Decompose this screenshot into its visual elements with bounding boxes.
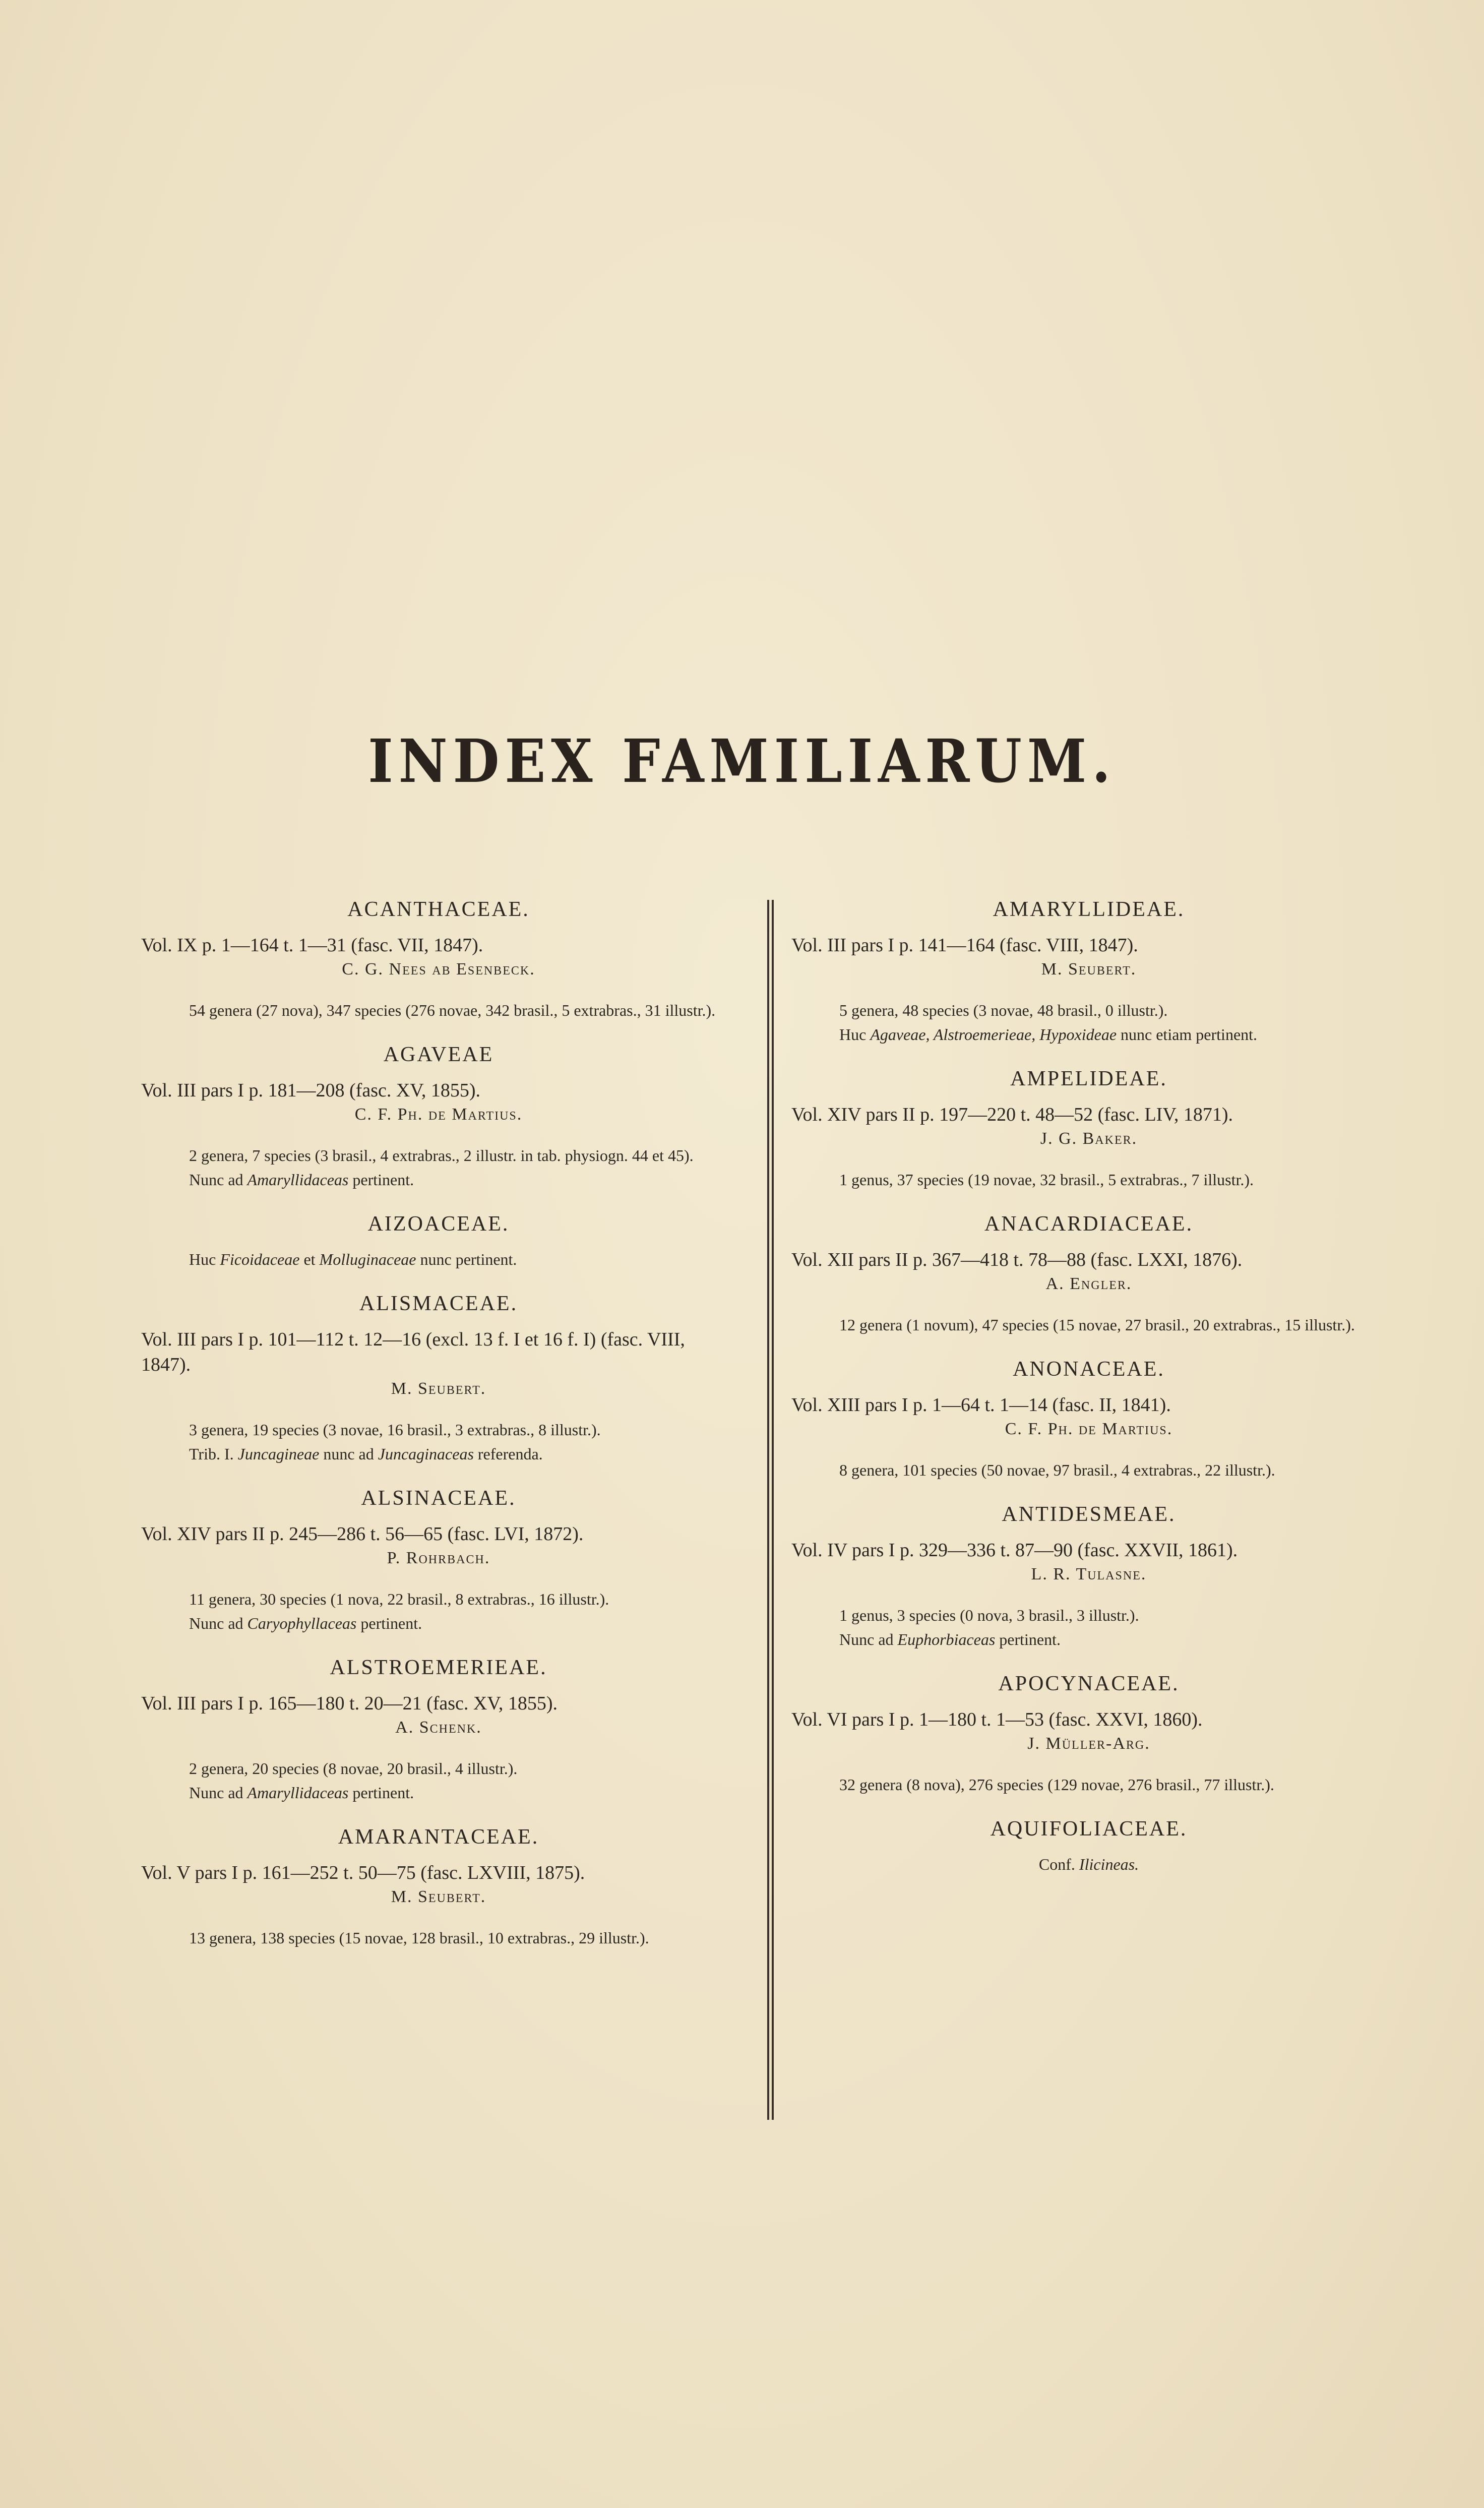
note-text: pertinent. xyxy=(360,1614,422,1632)
volume-reference: Vol. XIV pars II p. 245—286 t. 56—65 (fasc. LVI, 1872). xyxy=(141,1523,584,1545)
author-name: M. Seubert. xyxy=(391,1379,486,1398)
note-text: et xyxy=(303,1250,316,1268)
page-title: INDEX FAMILIARUM. xyxy=(368,726,1116,796)
family-name: AMARYLLIDEAE. xyxy=(993,898,1185,921)
entry-acanthaceae xyxy=(141,897,736,1022)
volume-reference: Vol. IX p. 1—164 t. 1—31 (fasc. VII, 1847). xyxy=(141,935,483,956)
note-taxon: Caryophyllaceas xyxy=(247,1614,357,1632)
right-column xyxy=(791,897,1386,1897)
entry-aquifoliaceae xyxy=(791,1817,1386,1876)
entry-ampelideae xyxy=(791,1067,1386,1192)
volume-reference: Vol. XIV pars II p. 197—220 t. 48—52 (fasc. LIV, 1871). xyxy=(791,1104,1233,1125)
entry-anacardiaceae xyxy=(791,1212,1386,1337)
family-note xyxy=(791,1852,1386,1876)
note-taxon: Agaveae, Alstroemerieae, Hypoxideae xyxy=(870,1025,1117,1044)
family-name: ACANTHACEAE. xyxy=(347,898,530,921)
note-text: Nunc ad xyxy=(839,1630,894,1648)
volume-reference: Vol. III pars I p. 165—180 t. 20—21 (fasc. XV, 1855). xyxy=(141,1693,558,1714)
note-text: pertinent. xyxy=(352,1784,414,1802)
volume-reference: Vol. VI pars I p. 1—180 t. 1—53 (fasc. XXVI, 1860). xyxy=(791,1709,1203,1730)
author-name: P. Rohrbach. xyxy=(387,1549,490,1567)
species-stats: 1 genus, 37 species (19 novae, 32 brasil., 5 extrabras., 7 illustr.). xyxy=(839,1171,1254,1189)
note-text: referenda. xyxy=(477,1445,543,1463)
species-stats: 11 genera, 30 species (1 nova, 22 brasil., 8 extrabras., 16 illustr.). xyxy=(189,1590,609,1608)
note-taxon: Ficoidaceae xyxy=(220,1250,300,1268)
family-note xyxy=(791,1022,1386,1047)
family-note xyxy=(141,1611,736,1635)
species-stats: 32 genera (8 nova), 276 species (129 novae, 276 brasil., 77 illustr.). xyxy=(839,1776,1274,1794)
volume-reference: Vol. III pars I p. 101—112 t. 12—16 (excl. 13 f. I et 16 f. I) (fasc. VIII, 1847). xyxy=(141,1329,685,1375)
family-name: ANACARDIACEAE. xyxy=(984,1212,1194,1236)
author-name: J. Müller-Arg. xyxy=(1027,1734,1150,1753)
species-stats: 2 genera, 20 species (8 novae, 20 brasil., 4 illustr.). xyxy=(189,1759,518,1778)
author-name: J. G. Baker. xyxy=(1040,1129,1138,1148)
note-text: pertinent. xyxy=(352,1171,414,1189)
author-name: C. F. Ph. de Martius. xyxy=(1005,1420,1173,1438)
species-stats: 13 genera, 138 species (15 novae, 128 brasil., 10 extrabras., 29 illustr.). xyxy=(189,1929,649,1947)
note-taxon: Molluginaceae xyxy=(319,1250,416,1268)
entry-anonaceae xyxy=(791,1357,1386,1482)
entry-alstroemerieae xyxy=(141,1656,736,1805)
volume-reference: Vol. XIII pars I p. 1—64 t. 1—14 (fasc. II, 1841). xyxy=(791,1394,1171,1416)
entry-aizoaceae xyxy=(141,1212,736,1271)
entry-alsinaceae xyxy=(141,1486,736,1635)
note-text: Nunc ad xyxy=(189,1614,243,1632)
family-note xyxy=(791,1627,1386,1651)
species-stats: 3 genera, 19 species (3 novae, 16 brasil., 3 extrabras., 8 illustr.). xyxy=(189,1421,601,1439)
note-text: nunc ad xyxy=(323,1445,374,1463)
volume-reference: Vol. IV pars I p. 329—336 t. 87—90 (fasc. XXVII, 1861). xyxy=(791,1540,1238,1561)
family-note xyxy=(141,1247,736,1271)
family-name: AMPELIDEAE. xyxy=(1010,1067,1167,1090)
entry-apocynaceae xyxy=(791,1672,1386,1797)
entry-alismaceae xyxy=(141,1292,736,1466)
volume-reference: Vol. XII pars II p. 367—418 t. 78—88 (fasc. LXXI, 1876). xyxy=(791,1249,1243,1270)
author-name: C. G. Nees ab Esenbeck. xyxy=(342,960,535,978)
entry-amarantaceae xyxy=(141,1825,736,1950)
family-note xyxy=(141,1781,736,1805)
family-name: AMARANTACEAE. xyxy=(338,1825,539,1849)
entry-agaveae xyxy=(141,1043,736,1192)
family-name: APOCYNACEAE. xyxy=(998,1672,1180,1695)
family-note xyxy=(141,1168,736,1192)
volume-reference: Vol. V pars I p. 161—252 t. 50—75 (fasc. LXVIII, 1875). xyxy=(141,1862,585,1883)
family-name: ANONACEAE. xyxy=(1013,1358,1165,1381)
species-stats: 2 genera, 7 species (3 brasil., 4 extrabras., 2 illustr. in tab. physiogn. 44 et 45). xyxy=(189,1146,694,1165)
author-name: A. Schenk. xyxy=(395,1718,482,1737)
family-name: ALSTROEMERIEAE. xyxy=(330,1656,547,1679)
note-taxon: Amaryllidaceas xyxy=(247,1784,349,1802)
volume-reference: Vol. III pars I p. 181—208 (fasc. XV, 1855). xyxy=(141,1080,480,1101)
note-taxon: Amaryllidaceas xyxy=(247,1171,349,1189)
species-stats: 8 genera, 101 species (50 novae, 97 brasil., 4 extrabras., 22 illustr.). xyxy=(839,1461,1275,1479)
note-taxon: Juncagineae xyxy=(237,1445,320,1463)
entry-antidesmeae xyxy=(791,1502,1386,1651)
note-taxon: Juncaginaceas xyxy=(378,1445,474,1463)
author-name: L. R. Tulasne. xyxy=(1031,1565,1147,1583)
note-taxon: Ilicineas. xyxy=(1079,1855,1139,1873)
family-name: AQUIFOLIACEAE. xyxy=(990,1817,1188,1841)
family-name: AIZOACEAE. xyxy=(367,1212,510,1236)
note-text: pertinent. xyxy=(999,1630,1061,1648)
column-divider xyxy=(767,900,769,2120)
note-text: Conf. xyxy=(1038,1855,1075,1873)
note-text: Huc xyxy=(839,1025,867,1044)
species-stats: 54 genera (27 nova), 347 species (276 novae, 342 brasil., 5 extrabras., 31 illustr.). xyxy=(189,1001,716,1019)
entry-amaryllideae xyxy=(791,897,1386,1047)
volume-reference: Vol. III pars I p. 141—164 (fasc. VIII, 1847). xyxy=(791,935,1138,956)
note-text: nunc pertinent. xyxy=(420,1250,517,1268)
note-text: Trib. I. xyxy=(189,1445,234,1463)
author-name: M. Seubert. xyxy=(391,1887,486,1906)
note-text: Nunc ad xyxy=(189,1784,243,1802)
species-stats: 1 genus, 3 species (0 nova, 3 brasil., 3 illustr.). xyxy=(839,1606,1139,1624)
species-stats: 5 genera, 48 species (3 novae, 48 brasil., 0 illustr.). xyxy=(839,1001,1168,1019)
family-name: ALSINACEAE. xyxy=(361,1487,516,1510)
author-name: A. Engler. xyxy=(1045,1274,1132,1293)
species-stats: 12 genera (1 novum), 47 species (15 novae, 27 brasil., 20 extrabras., 15 illustr.). xyxy=(839,1316,1355,1334)
author-name: M. Seubert. xyxy=(1041,960,1137,978)
note-text: Huc xyxy=(189,1250,216,1268)
note-text: nunc etiam pertinent. xyxy=(1121,1025,1258,1044)
author-name: C. F. Ph. de Martius. xyxy=(354,1105,523,1124)
family-note xyxy=(141,1442,736,1466)
note-text: Nunc ad xyxy=(189,1171,243,1189)
column-divider xyxy=(772,900,774,2120)
note-taxon: Euphorbiaceas xyxy=(897,1630,996,1648)
left-column xyxy=(141,897,736,1970)
family-name: ALISMACEAE. xyxy=(359,1292,518,1315)
family-name: ANTIDESMEAE. xyxy=(1002,1503,1176,1526)
family-name: AGAVEAE xyxy=(383,1043,494,1066)
